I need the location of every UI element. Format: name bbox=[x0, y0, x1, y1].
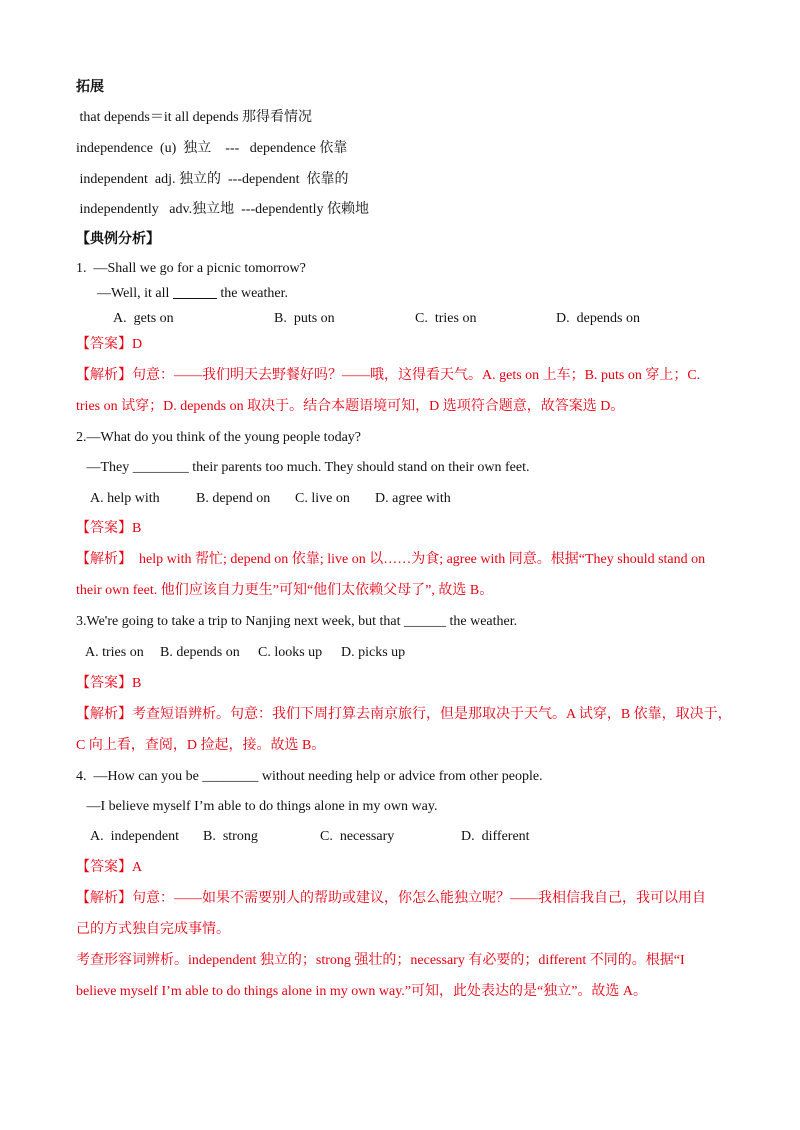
q3-analysis-2: C 向上看，查阅，D 捡起，接。故选 B。 bbox=[76, 738, 326, 753]
q1-option-b: B. puts on bbox=[274, 311, 335, 326]
q4-analysis-3: 考查形容词辨析。independent 独立的；strong 强壮的；necessary 有必要的；different 不同的。根据“I bbox=[76, 953, 685, 968]
extension-line-4: independently adv.独立地 ---dependently 依赖地 bbox=[76, 202, 370, 217]
q1-answer: 【答案】D bbox=[76, 337, 143, 352]
q3-option-d: D. picks up bbox=[341, 645, 406, 660]
q4-line2: —I believe myself I’m able to do things alone in my own way. bbox=[76, 799, 438, 814]
q4-analysis-1: 【解析】句意：——如果不需要别人的帮助或建议，你怎么能独立呢？——我相信我自己，我可以用自 bbox=[76, 891, 706, 906]
q1-option-d: D. depends on bbox=[556, 311, 640, 326]
q4-analysis-2: 己的方式独自完成事情。 bbox=[76, 922, 230, 937]
extension-line-1: that depends＝it all depends 那得看情况 bbox=[76, 110, 313, 125]
q1-analysis-1: 【解析】句意：——我们明天去野餐好吗？——哦，这得看天气。A. gets on 上车；B. puts on 穿上；C. bbox=[76, 368, 701, 383]
q3-analysis-1: 【解析】考查短语辨析。句意：我们下周打算去南京旅行，但是那取决于天气。A 试穿，B 依靠，取决于， bbox=[76, 707, 732, 722]
q4-option-a: A. independent bbox=[90, 829, 180, 844]
q1-blank bbox=[173, 284, 217, 299]
q4-option-d: D. different bbox=[461, 829, 530, 844]
extension-heading: 拓展 bbox=[76, 80, 104, 95]
q1-analysis-2: tries on 试穿；D. depends on 取决于。结合本题语境可知，D 选项符合题意，故答案选 D。 bbox=[76, 399, 625, 414]
q2-analysis-2: their own feet. 他们应该自力更生”可知“他们太依赖父母了”, 故选 B。 bbox=[76, 583, 494, 598]
q3-stem: 3.We're going to take a trip to Nanjing next week, but that ______ the weather. bbox=[76, 614, 518, 629]
examples-heading: 【典例分析】 bbox=[76, 232, 160, 247]
q2-stem: 2.—What do you think of the young people today? bbox=[76, 430, 361, 445]
q4-option-b: B. strong bbox=[203, 829, 258, 844]
q2-option-a: A. help with bbox=[90, 491, 160, 506]
q2-option-c: C. live on bbox=[295, 491, 350, 506]
q3-option-b: B. depends on bbox=[160, 645, 240, 660]
q1-line2 bbox=[76, 284, 288, 304]
q1-line2-post: the weather. bbox=[216, 286, 288, 301]
q1-option-c: C. tries on bbox=[415, 311, 477, 326]
q2-option-d: D. agree with bbox=[375, 491, 451, 506]
q4-analysis-4: believe myself I’m able to do things alone in my own way.”可知，此处表达的是“独立”。故选 A。 bbox=[76, 984, 648, 999]
q1-line2-pre: —Well, it all bbox=[76, 286, 173, 301]
extension-line-2: independence (u) 独立 --- dependence 依靠 bbox=[76, 141, 348, 156]
q2-analysis-1: 【解析】 help with 帮忙; depend on 依靠; live on 以……为食; agree with 同意。根据“They should stand on bbox=[76, 552, 706, 567]
q4-option-c: C. necessary bbox=[320, 829, 395, 844]
q1-stem: 1. —Shall we go for a picnic tomorrow? bbox=[76, 261, 306, 276]
q2-line2: —They ________ their parents too much. They should stand on their own feet. bbox=[76, 460, 530, 475]
q4-stem: 4. —How can you be ________ without needing help or advice from other people. bbox=[76, 769, 543, 784]
q1-option-a: A. gets on bbox=[113, 311, 174, 326]
q2-option-b: B. depend on bbox=[196, 491, 271, 506]
q3-answer: 【答案】B bbox=[76, 676, 142, 691]
q3-option-a: A. tries on bbox=[85, 645, 144, 660]
q4-answer: 【答案】A bbox=[76, 860, 143, 875]
q3-option-c: C. looks up bbox=[258, 645, 323, 660]
q2-answer: 【答案】B bbox=[76, 521, 142, 536]
extension-line-3: independent adj. 独立的 ---dependent 依靠的 bbox=[76, 172, 349, 187]
